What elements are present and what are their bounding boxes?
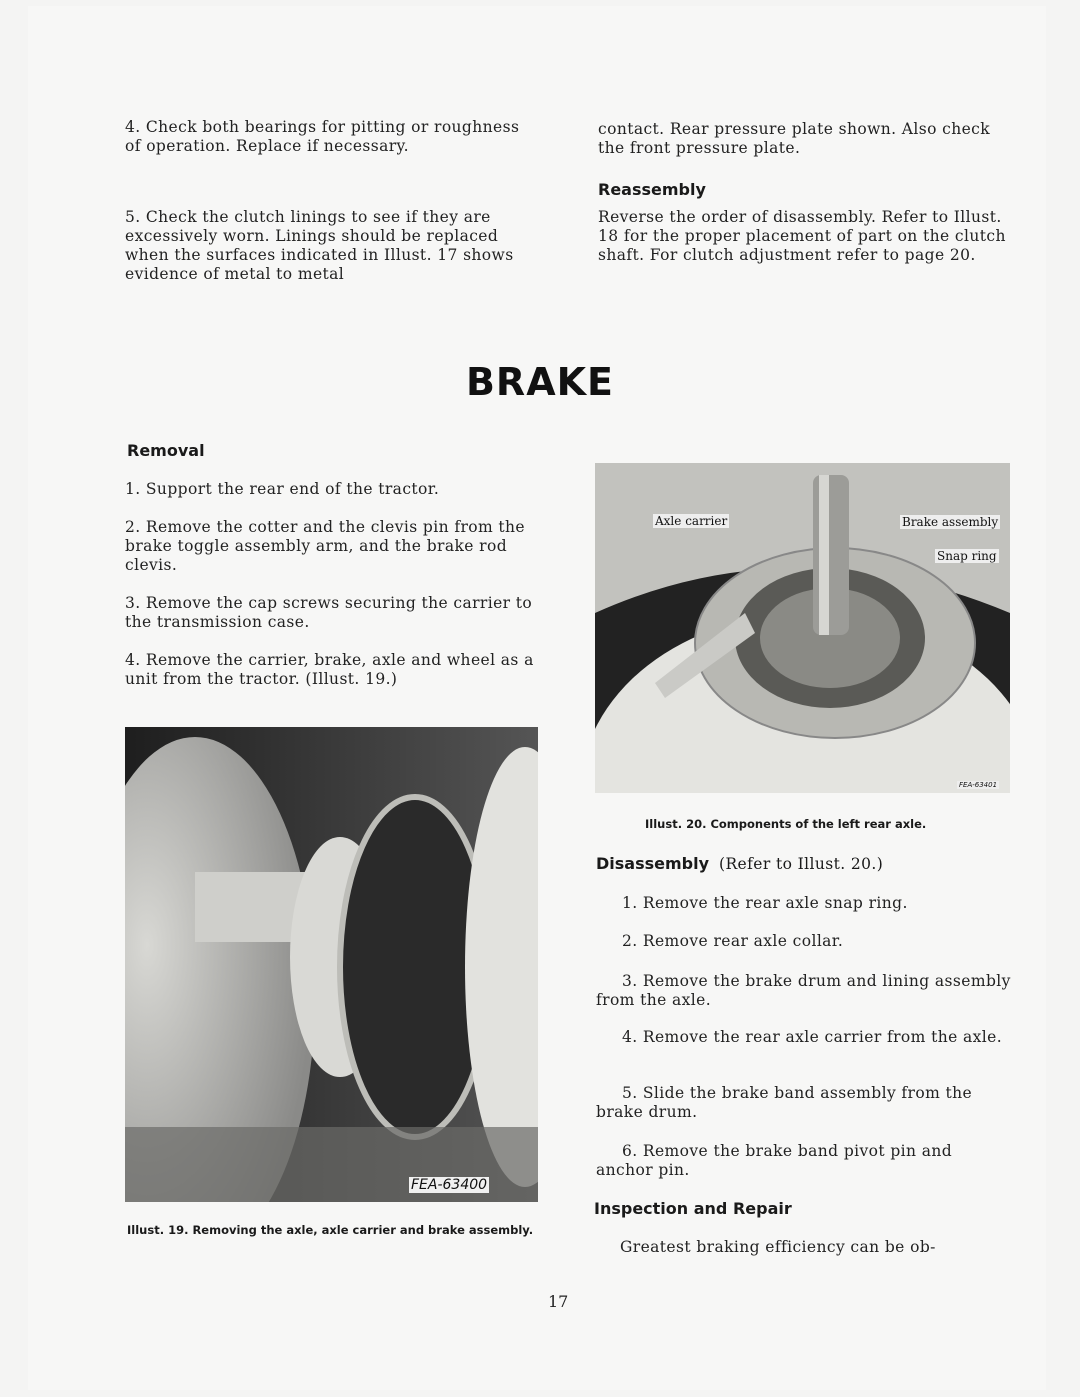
illust-20-photo bbox=[595, 463, 1010, 793]
axle-components-image bbox=[595, 463, 1010, 793]
removal-step: 1. Support the rear end of the tractor. bbox=[125, 480, 440, 498]
label-brake-assembly: Brake assembly bbox=[902, 515, 999, 529]
para-contact: contact. Rear pressure plate shown. Also check the front pressure plate. bbox=[598, 120, 991, 157]
inspection-heading: Inspection and Repair bbox=[594, 1199, 792, 1218]
removal-step: 4. Remove the carrier, brake, axle and wheel as a unit from the tractor. (Illust. 19.) bbox=[125, 651, 534, 688]
disassembly-heading bbox=[596, 854, 883, 874]
removal-heading: Removal bbox=[127, 441, 205, 460]
label-snap-ring: Snap ring bbox=[937, 549, 997, 563]
para-bearings: 4. Check both bearings for pitting or roughness of operation. Replace if necessary. bbox=[125, 118, 520, 155]
disassembly-step: 5. Slide the brake band assembly from the brake drum. bbox=[596, 1084, 973, 1121]
disassembly-step: 1. Remove the rear axle snap ring. bbox=[622, 894, 908, 912]
reassembly-heading: Reassembly bbox=[598, 180, 706, 199]
illust-20-code: FEA-63401 bbox=[959, 781, 998, 789]
illust-19-caption: Illust. 19. Removing the axle, axle carrier and brake assembly. bbox=[127, 1223, 534, 1237]
disassembly-heading-text: Disassembly bbox=[596, 854, 710, 873]
illust-19-photo bbox=[125, 727, 538, 1202]
para-clutch-linings: 5. Check the clutch linings to see if they are excessively worn. Linings should be replaced when the surfaces indicated in Illust. 17 shows evidence of metal to metal bbox=[125, 208, 514, 283]
disassembly-step: 6. Remove the brake band pivot pin and anchor pin. bbox=[596, 1142, 953, 1179]
inspection-text: Greatest braking efficiency can be ob- bbox=[620, 1238, 936, 1256]
illust-19-code: FEA-63400 bbox=[411, 1177, 488, 1193]
illust-20-caption: Illust. 20. Components of the left rear axle. bbox=[645, 817, 927, 831]
axle-removal-image bbox=[125, 727, 538, 1202]
disassembly-step: 4. Remove the rear axle carrier from the axle. bbox=[622, 1028, 1003, 1046]
disassembly-ref: (Refer to Illust. 20.) bbox=[719, 855, 884, 873]
page-number: 17 bbox=[548, 1292, 569, 1311]
disassembly-step: 2. Remove rear axle collar. bbox=[622, 932, 844, 950]
section-title: BRAKE bbox=[465, 360, 615, 404]
para-reassembly: Reverse the order of disassembly. Refer to Illust. 18 for the proper placement of part on the clutch shaft. For clutch adjustment refer to page 20. bbox=[598, 208, 1006, 264]
removal-step: 2. Remove the cotter and the clevis pin from the brake toggle assembly arm, and the brake rod clevis. bbox=[125, 518, 526, 574]
disassembly-step: 3. Remove the brake drum and lining assembly from the axle. bbox=[596, 972, 1011, 1009]
removal-step: 3. Remove the cap screws securing the carrier to the transmission case. bbox=[125, 594, 533, 631]
label-axle-carrier: Axle carrier bbox=[655, 514, 728, 528]
